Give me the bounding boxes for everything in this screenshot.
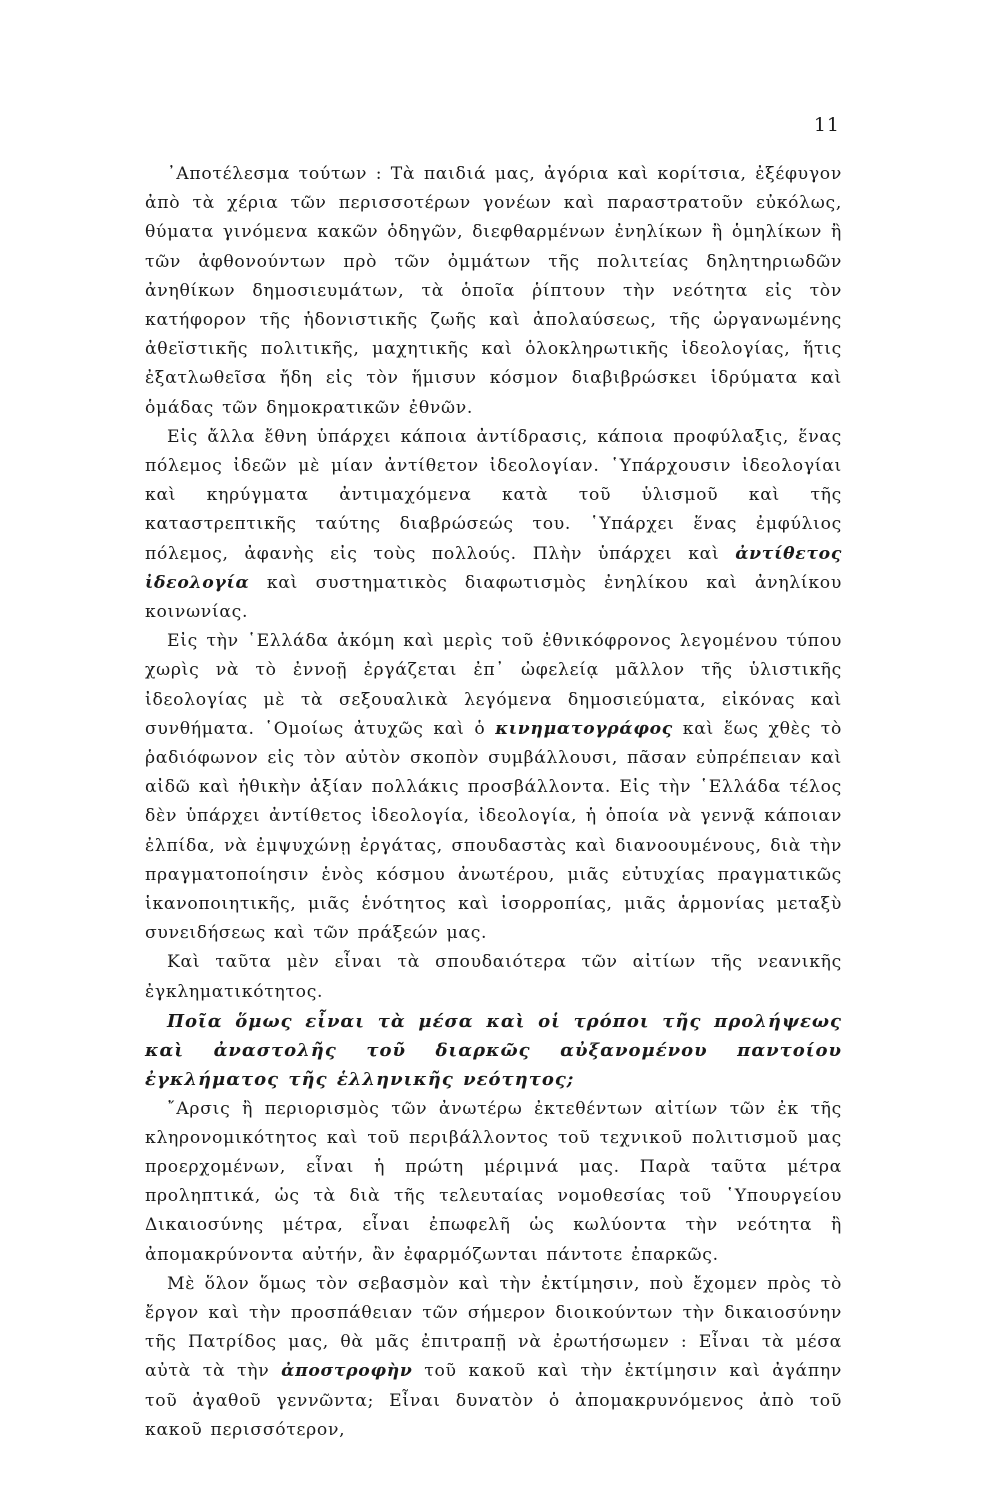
paragraph-text: καὶ ἕως χθὲς τὸ ῥαδιόφωνον εἰς τὸν αὐτὸν σκοπὸν συμβάλλουσι, πᾶσαν εὐπρέπειαν καὶ αἰδῶ καὶ ἠθικὴν ἀξίαν πολλάκις προσβάλλοντα. Εἰς τὴν ῾Ελλάδα τέλος δὲν ὑπάρχει ἀντίθετος ἰδεολογία, ἰδεολογία, ἡ ὁποία νὰ γεννᾷ κάποιαν ἐλπίδα, νὰ ἐμψυχώνῃ ἐργάτας, σπουδαστὰς καὶ διανοουμένους, διὰ τὴν πραγματοποίησιν ἑνὸς κόσμου ἀνωτέρου, μιᾶς εὐτυχίας πραγματικῶς ἱκανοποιητικῆς, μιᾶς ἑνότητος καὶ ἰσορροπίας, μιᾶς ἁρμονίας μεταξὺ συνειδήσεως καὶ τῶν πράξεών μας. [145,718,842,944]
emphasized-text: ἀντίθετος ἰδεολογία [145,543,842,593]
paragraph [145,948,842,1006]
paragraph [145,1270,842,1445]
emphasized-text: Ποῖα ὅμως εἶναι τὰ μέσα καὶ οἱ τρόποι τῆς προλήψεως καὶ ἀναστολῆς τοῦ διαρκῶς αὐξανομένου παντοίου ἐγκλήματος τῆς ἑλληνικῆς νεότητος; [145,1010,842,1091]
paragraph-text: Εἰς ἄλλα ἔθνη ὑπάρχει κάποια ἀντίδρασις, κάποια προφύλαξις, ἕνας πόλεμος ἰδεῶν μὲ μίαν ἀντίθετον ἰδεολογίαν. ῾Υπάρχουσιν ἰδεολογίαι καὶ κηρύγματα ἀντιμαχόμενα κατὰ τοῦ ὑλισμοῦ καὶ τῆς καταστρεπτικῆς ταύτης διαβρώσεώς του. ῾Υπάρχει ἕνας ἐμφύλιος πόλεμος, ἀφανὴς εἰς τοὺς πολλούς. Πλὴν ὑπάρχει καὶ [145,426,842,564]
paragraph [145,423,842,627]
paragraph-text: ᾽Αποτέλεσμα τούτων : Τὰ παιδιά μας, ἀγόρια καὶ κορίτσια, ἐξέφυγον ἀπὸ τὰ χέρια τῶν περισσοτέρων γονέων καὶ παραστρατοῦν εὐκόλως, θύματα γινόμενα κακῶν ὁδηγῶν, διεφθαρμένων ἐνηλίκων ἢ ὁμηλίκων ἢ τῶν ἀφθονούντων πρὸ τῶν ὀμμάτων τῆς πολιτείας δηλητηριωδῶν ἀνηθίκων δημοσιευμάτων, τὰ ὁποῖα ῥίπτουν τὴν νεότητα εἰς τὸν κατήφορον τῆς ἡδονιστικῆς ζωῆς καὶ ἀπολαύσεως, τῆς ὠργανωμένης ἀθεϊστικῆς πολιτικῆς, μαχητικῆς καὶ ὁλοκληρωτικῆς ἰδεολογίας, ἥτις ἐξατλωθεῖσα ἤδη εἰς τὸν ἥμισυν κόσμον διαβιβρώσκει ἱδρύματα καὶ ὁμάδας τῶν δημοκρατικῶν ἐθνῶν. [145,164,842,418]
paragraph [145,627,842,948]
body-text [145,160,842,1445]
paragraph-text: καὶ συστηματικὸς διαφωτισμὸς ἐνηλίκου καὶ ἀνηλίκου κοινωνίας. [145,572,842,623]
paragraph-text: ῎Αρσις ἢ περιορισμὸς τῶν ἀνωτέρω ἐκτεθέντων αἰτίων τῶν ἐκ τῆς κληρονομικότητος καὶ τοῦ περιβάλλοντος τοῦ τεχνικοῦ πολιτισμοῦ μας προερχομένων, εἶναι ἡ πρώτη μέριμνά μας. Παρὰ ταῦτα μέτρα προληπτικά, ὡς τὰ διὰ τῆς τελευταίας νομοθεσίας τοῦ ῾Υπουργείου Δικαιοσύνης μέτρα, εἶναι ἐπωφελῆ ὡς κωλύοντα τὴν νεότητα ἢ ἀπομακρύνοντα αὐτήν, ἂν ἐφαρμόζωνται πάντοτε ἐπαρκῶς. [145,1098,842,1265]
paragraph [145,1095,842,1270]
paragraph-text: Καὶ ταῦτα μὲν εἶναι τὰ σπουδαιότερα τῶν αἰτίων τῆς νεανικῆς ἐγκληματικότητος. [145,952,842,1002]
page-number: 11 [813,114,840,136]
emphasized-text: κινηματογράφος [495,718,673,739]
emphasized-text: ἀποστροφὴν [281,1361,413,1382]
paragraph [145,160,842,423]
paragraph-text: Εἰς τὴν ῾Ελλάδα ἀκόμη καὶ μερὶς τοῦ ἐθνικόφρονος λεγομένου τύπου χωρὶς νὰ τὸ ἐννοῇ ἐργάζεται ἐπ᾽ ὠφελείᾳ μᾶλλον τῆς ὑλιστικῆς ἰδεολογίας μὲ τὰ σεξουαλικὰ λεγόμενα δημοσιεύματα, εἰκόνας καὶ συνθήματα. ῾Ομοίως ἀτυχῶς καὶ ὁ [145,631,842,739]
paragraph-text: Μὲ ὅλον ὅμως τὸν σεβασμὸν καὶ τὴν ἐκτίμησιν, ποὺ ἔχομεν πρὸς τὸ ἔργον καὶ τὴν προσπάθειαν τῶν σήμερον διοικούντων τὴν δικαιοσύνην τῆς Πατρίδος μας, θὰ μᾶς ἐπιτραπῇ νὰ ἐρωτήσωμεν : Εἶναι τὰ μέσα αὐτὰ τὰ τὴν [145,1273,842,1382]
section-heading [145,1007,842,1095]
paragraph-text: τοῦ κακοῦ καὶ τὴν ἐκτίμησιν καὶ ἀγάπην τοῦ ἀγαθοῦ γεννῶντα; Εἶναι δυνατὸν ὁ ἀπομακρυνόμενος ἀπὸ τοῦ κακοῦ περισσότερον, [145,1361,842,1440]
